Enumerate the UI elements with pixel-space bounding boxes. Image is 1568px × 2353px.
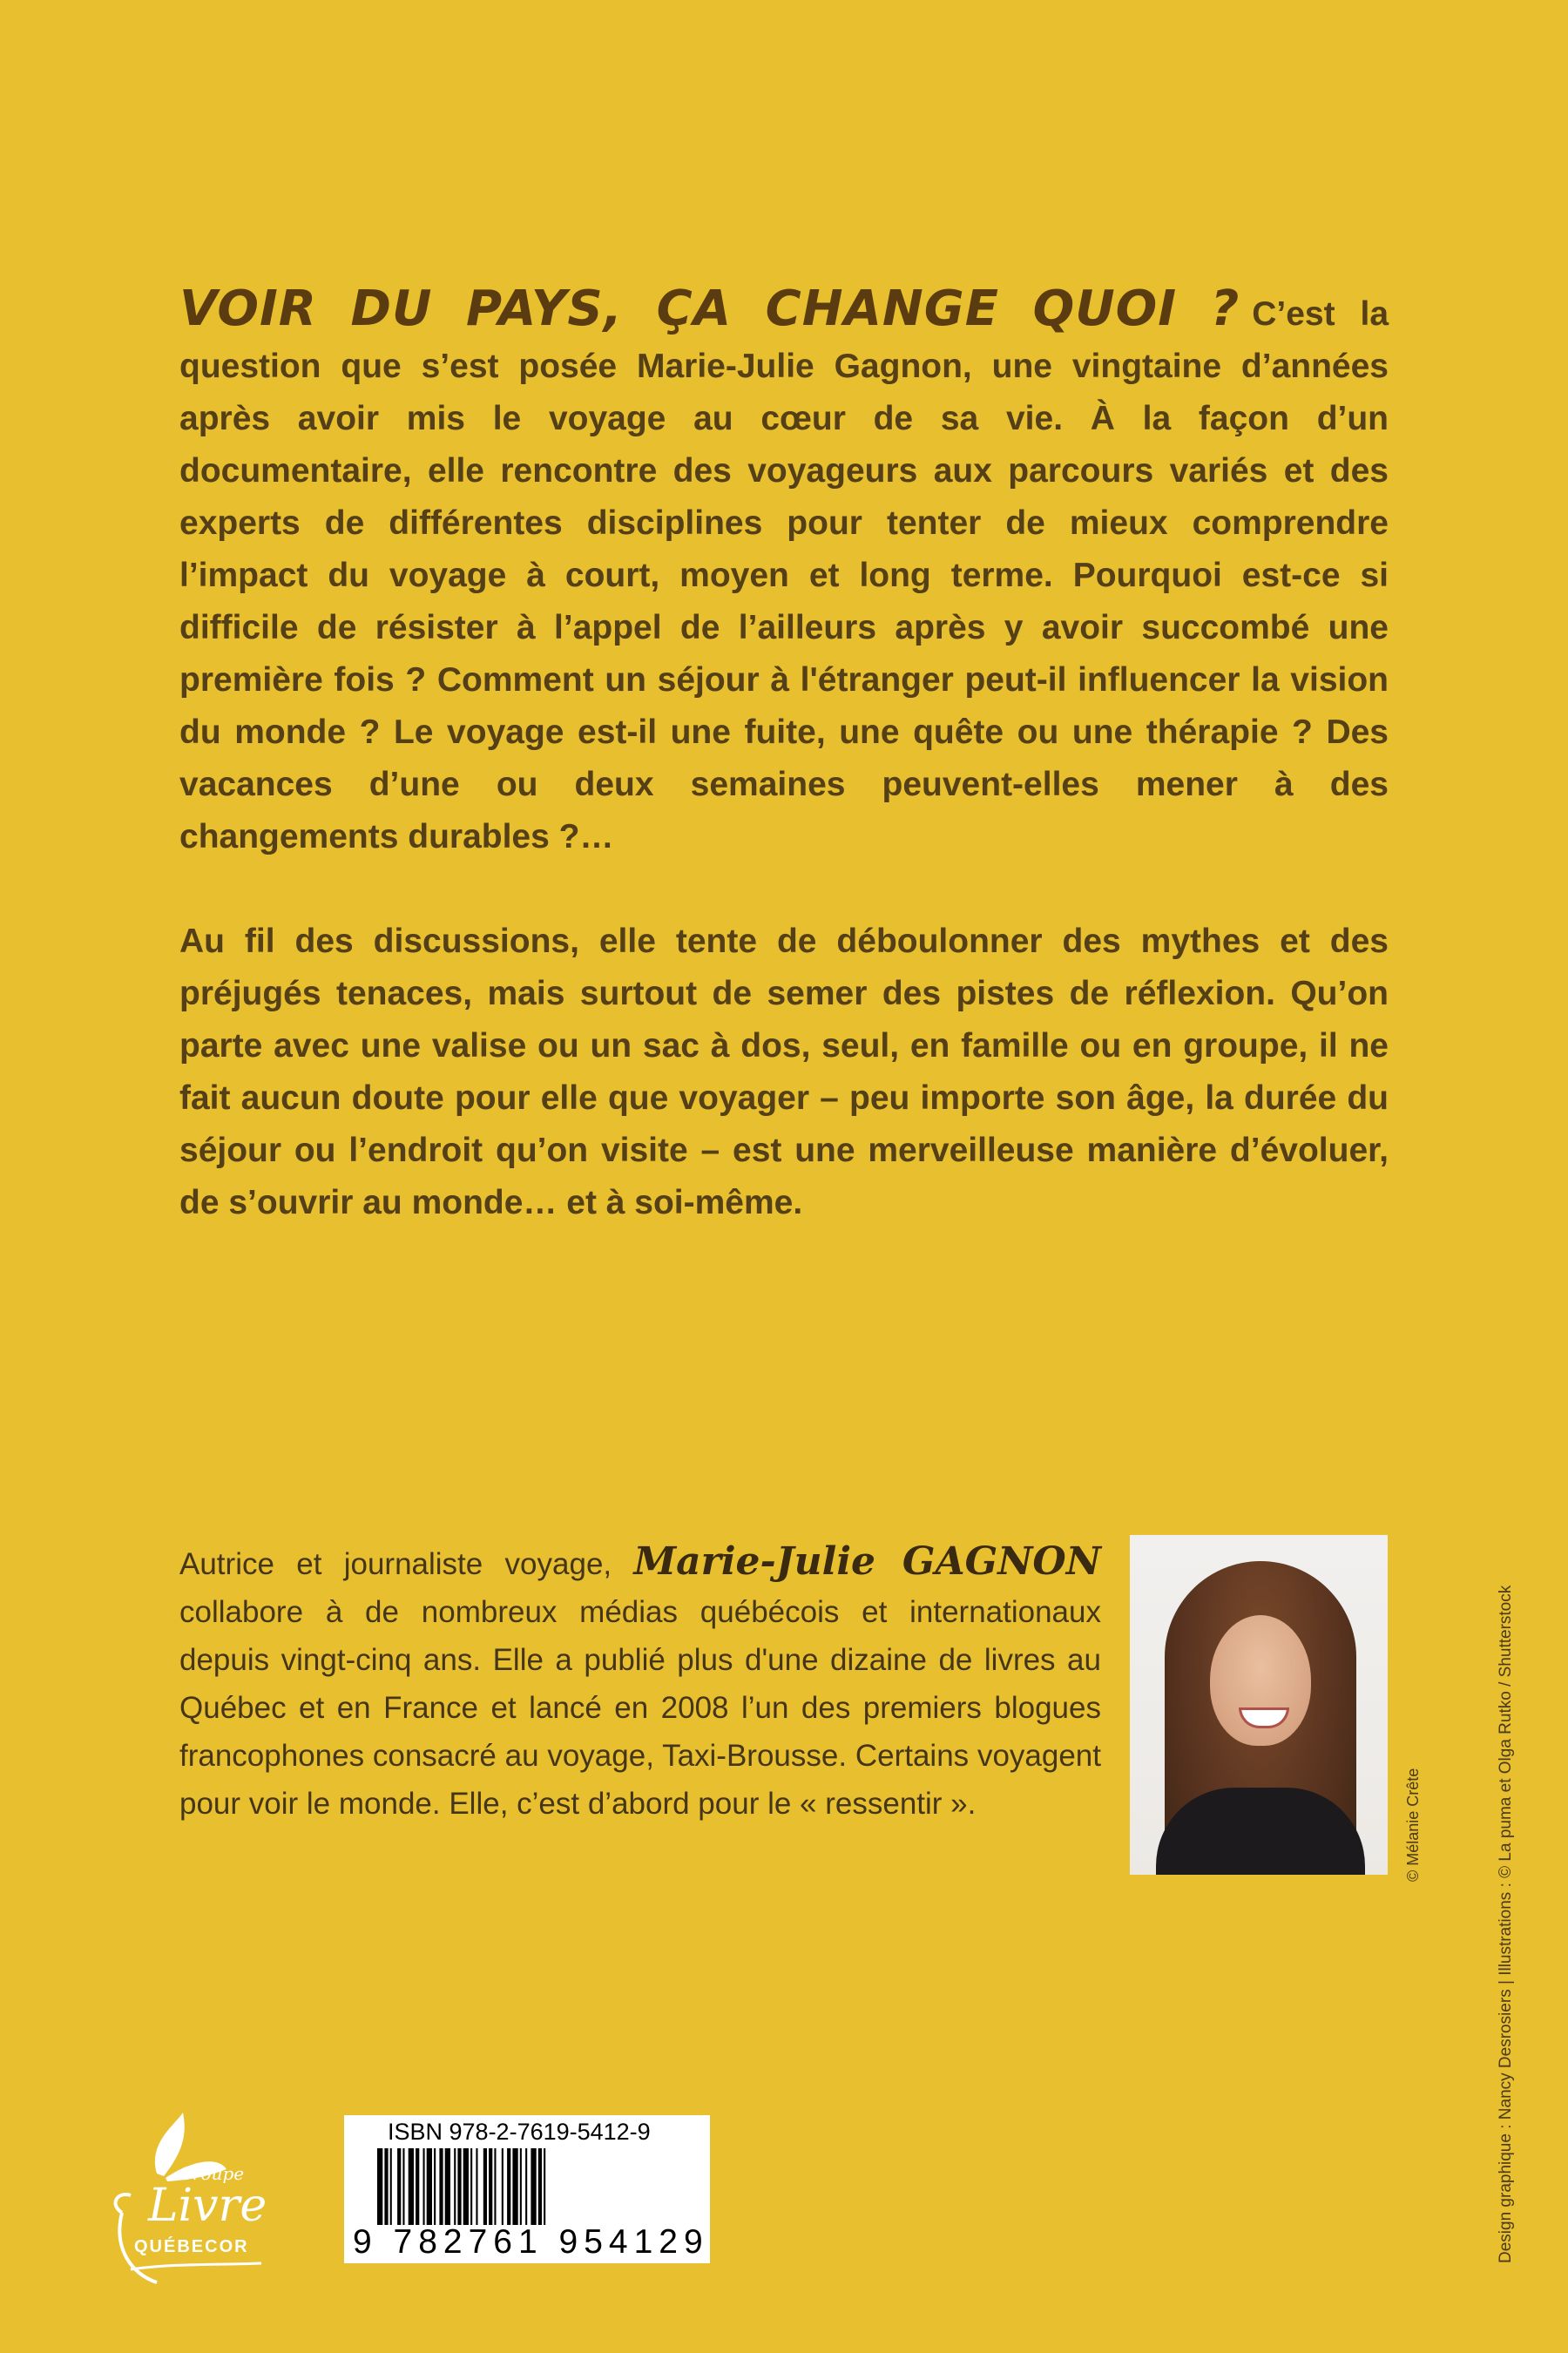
isbn-label: ISBN 978-2-7619-5412-9 (388, 2119, 651, 2145)
publisher-quebecor: QUÉBECOR (134, 2237, 249, 2256)
author-bio-text: collabore à de nombreux médias québécois et internationaux depuis vingt-cinq ans. Elle a publié plus d'une dizaine de livres au Québec et en France et lancé en 2008 l’un des premiers blogues francophones consacré au voyage, Taxi-Brousse. Certains voyagent pour voir le monde. Elle, c’est d’abord pour le « ressentir ». (179, 1595, 1101, 1821)
blurb-paragraph-1 (179, 283, 1389, 863)
isbn-digits: 9 782761 954129 (353, 2223, 709, 2261)
publisher-groupe: Groupe (179, 2163, 245, 2184)
back-cover-blurb (179, 283, 1389, 1229)
publisher-livre: Livre (148, 2180, 267, 2232)
photo-credit: © Mélanie Crête (1404, 1768, 1422, 1882)
blurb-paragraph-1-text: C’est la question que s’est posée Marie-Julie Gagnon, une vingtaine d’années après avoir mis le voyage au cœur de sa vie. À la façon d’un documentaire, elle rencontre des voyageurs aux parcours variés et des experts de différentes disciplines pour tenter de mieux comprendre l’impact du voyage à court, moyen et long terme. Pourquoi est-ce si difficile de résister à l’appel de l’ailleurs après y avoir succombé une première fois ? Comment un séjour à l'étranger peut-il influencer la vision du monde ? Le voyage est-il une fuite, une quête ou une thérapie ? Des vacances d’une ou deux semaines peuvent-elles mener à des changements durables ?… (179, 295, 1389, 855)
isbn-barcode (344, 2115, 710, 2263)
blurb-paragraph-2: Au fil des discussions, elle tente de déboulonner des mythes et des préjugés tenaces, mais surtout de semer des pistes de réflexion. Qu’on parte avec une valise ou un sac à dos, seul, en famille ou en groupe, il ne fait aucun doute pour elle que voyager – peu importe son âge, la durée du séjour ou l’endroit qu’on visite – est une merveilleuse manière d’évoluer, de s’ouvrir au monde… et à soi-même. (179, 923, 1389, 1221)
author-intro: Autrice et journaliste voyage, (179, 1547, 612, 1581)
design-credit: Design graphique : Nancy Desrosiers | Illustrations : © La puma et Olga Rutko / Shutterstock (1497, 1585, 1515, 2263)
author-bio (179, 1538, 1101, 1828)
blurb-hook: VOIR DU PAYS, ÇA CHANGE QUOI ? (179, 281, 1240, 337)
author-photo (1130, 1535, 1388, 1875)
author-name: Marie-Julie GAGNON (633, 1539, 1101, 1584)
barcode-bars (377, 2148, 682, 2225)
publisher-logo (96, 2108, 279, 2291)
